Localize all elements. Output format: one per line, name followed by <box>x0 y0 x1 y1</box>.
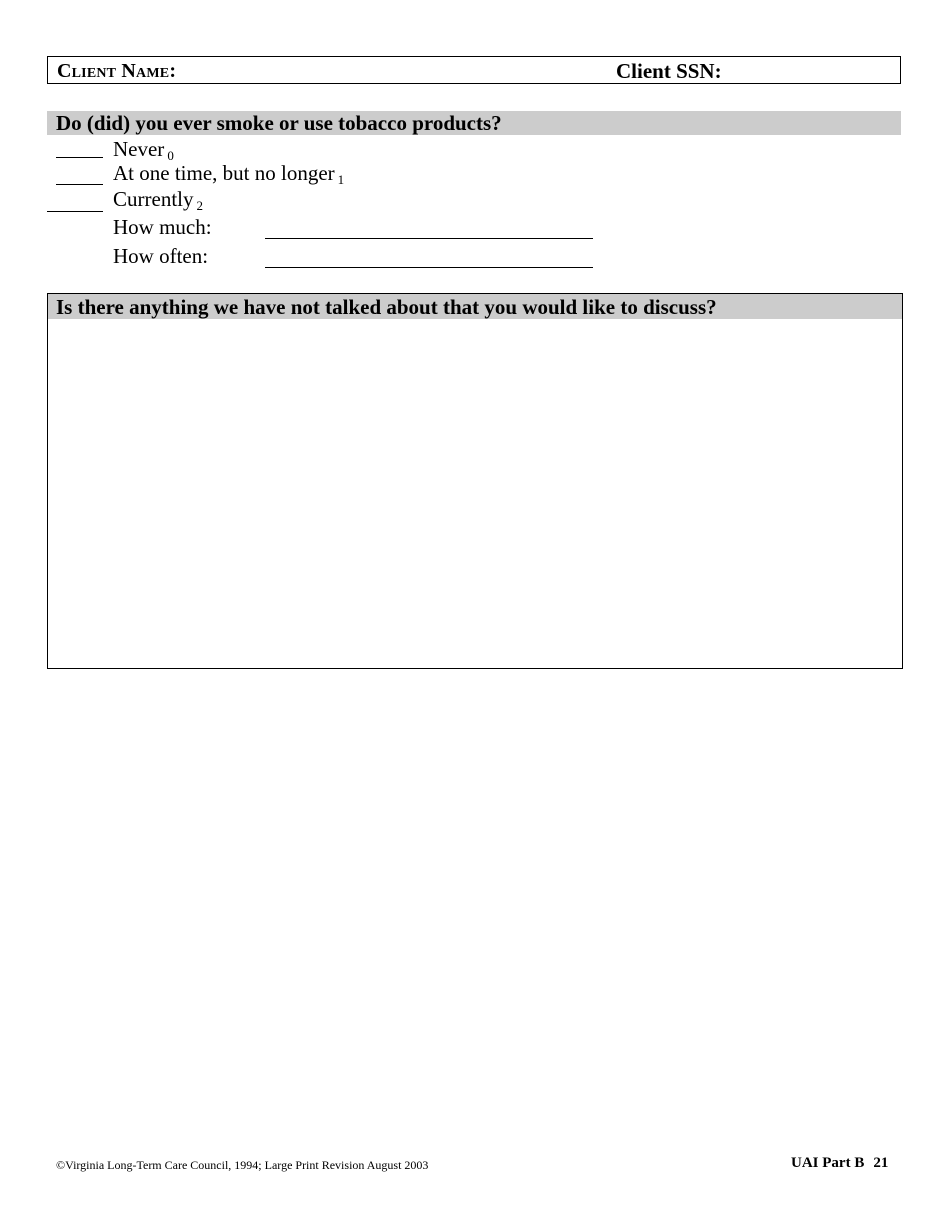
discuss-question-bar <box>48 294 902 319</box>
option-no-longer-blank[interactable] <box>56 184 103 185</box>
option-no-longer-label: At one time, but no longer 1 <box>113 161 345 187</box>
discuss-response-area[interactable] <box>48 319 902 667</box>
discuss-question: Is there anything we have not talked about that you would like to discuss? <box>56 295 717 319</box>
client-info-header <box>47 56 901 84</box>
how-much-label: How much: <box>113 215 212 239</box>
option-no-longer <box>0 161 600 187</box>
client-ssn-label: Client SSN: <box>616 59 722 83</box>
how-much-field[interactable] <box>265 238 593 239</box>
option-never-blank[interactable] <box>56 157 103 158</box>
copyright-notice: ©Virginia Long-Term Care Council, 1994; Large Print Revision August 2003 <box>56 1158 429 1172</box>
form-page-label <box>791 1155 888 1172</box>
option-currently-blank[interactable] <box>47 211 103 212</box>
option-never-label: Never 0 <box>113 137 174 163</box>
option-currently-label: Currently 2 <box>113 187 203 213</box>
form-name: UAI Part B <box>791 1155 865 1171</box>
how-often-label: How often: <box>113 244 209 268</box>
discuss-section <box>47 293 903 669</box>
page-number: 21 <box>873 1155 889 1171</box>
tobacco-question: Do (did) you ever smoke or use tobacco products? <box>56 111 502 135</box>
how-often-field[interactable] <box>265 267 593 268</box>
option-no-longer-code: 1 <box>337 172 345 187</box>
client-name-label: Client Name: <box>57 60 177 82</box>
tobacco-question-bar <box>47 111 901 135</box>
option-never-code: 0 <box>167 148 174 163</box>
option-never <box>0 137 600 163</box>
option-currently-code: 2 <box>196 198 203 213</box>
option-currently <box>0 187 600 213</box>
